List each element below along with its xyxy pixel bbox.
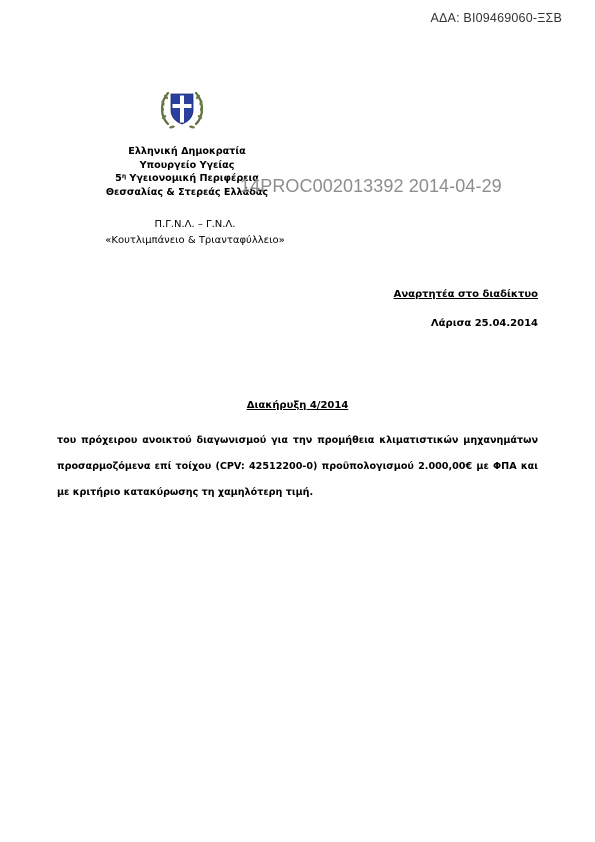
document-title: Διακήρυξη 4/2014 <box>246 400 349 411</box>
ada-code: ΑΔΑ: ΒΙ09469060-ΞΣΒ <box>430 11 562 25</box>
authority-republic: Ελληνική Δημοκρατία <box>128 146 246 157</box>
place-date: Λάρισα 25.04.2014 <box>430 318 538 329</box>
authority-region: $5^\eta$ Υγειονομική Περιφέρεια <box>115 173 259 184</box>
publish-note: Αναρτητέα στο διαδίκτυο <box>393 289 538 300</box>
protocol-watermark: 14PROC002013392 2014-04-29 <box>240 176 502 196</box>
hospital-code: Π.Γ.Ν.Λ. – Γ.Ν.Λ. <box>154 219 236 230</box>
authority-region-name: Θεσσαλίας & Στερεάς Ελλάδας <box>105 186 269 198</box>
hospital-block <box>80 217 310 249</box>
hospital-name: «Κουτλιμπάνειο & Τριανταφύλλειο» <box>105 235 285 246</box>
authority-ministry: Υπουργείο Υγείας <box>139 159 235 171</box>
document-body: του πρόχειρου ανοικτού διαγωνισμού για την προμήθεια κλιματιστικών μηχανημάτων προσαρμοζόμενα επί τοίχου (CPV: 42512200-0) προϋπολογισμού 2.000,00€ με ΦΠΑ και με κριτήριο κατακύρωσης τη χαμηλότερη τιμή. <box>57 435 538 498</box>
greek-coat-of-arms-icon <box>158 86 206 132</box>
